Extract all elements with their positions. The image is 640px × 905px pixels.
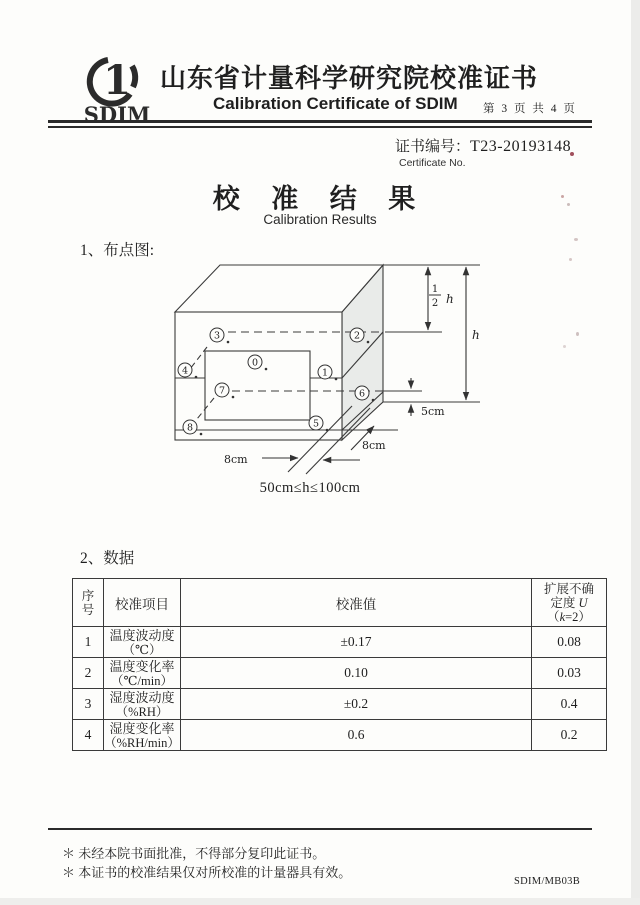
certificate-number-line (395, 135, 571, 156)
calibration-data-table (72, 578, 607, 751)
svg-text:3: 3 (213, 330, 221, 342)
dim-5cm-label: 5cm (421, 405, 445, 418)
table-row (73, 720, 607, 751)
logo-digit: 1 (103, 57, 131, 104)
row-item: 湿度变化率 （%RH/min） (104, 721, 180, 750)
scan-edge-bottom (0, 898, 640, 905)
header-no: 序 号 (73, 579, 104, 627)
logo-text: SDIM (83, 102, 151, 126)
row-uncertainty: 0.4 (532, 689, 607, 720)
svg-text:2: 2 (353, 330, 361, 342)
svg-text:6: 6 (358, 388, 366, 400)
row-item: 湿度波动度 （%RH） (104, 689, 181, 720)
footer-note-2: ＊ 本证书的校准结果仅对所校准的计量器具有效。 (62, 865, 352, 880)
section-layout-heading: 1、布点图: (80, 242, 155, 259)
row-no: 4 (73, 720, 104, 751)
row-value: 0.10 (181, 658, 532, 689)
section-data-heading: 2、数据 (80, 550, 135, 567)
table-row (73, 689, 607, 720)
certificate-number-label-en: Certificate No. (399, 157, 466, 169)
ink-speck (574, 238, 578, 241)
svg-text:7: 7 (218, 385, 226, 397)
svg-text:1: 1 (321, 367, 329, 379)
page-number: 第 3 页 共 4 页 (483, 103, 577, 115)
certificate-title-cn: 山东省计量科学研究院校准证书 (160, 64, 539, 93)
row-uncertainty: 0.08 (532, 627, 607, 658)
footer-note-1: ＊ 未经本院书面批准，不得部分复印此证书。 (62, 846, 326, 861)
ink-speck (576, 332, 579, 336)
results-title-cn: 校 准 结 果 (212, 184, 428, 214)
svg-text:5: 5 (312, 418, 320, 430)
dim-8cm-right-label: 8cm (362, 439, 386, 452)
half-h-denominator: 2 (431, 298, 439, 309)
row-item: 温度变化率 （℃/min） (104, 658, 181, 689)
header-item: 校准项目 (104, 579, 181, 627)
half-h-numerator: 1 (431, 284, 439, 295)
h-dimension-label: h (472, 328, 480, 342)
row-value: 0.6 (181, 720, 532, 751)
row-no: 3 (73, 689, 104, 720)
row-uncertainty: 0.03 (532, 658, 607, 689)
header-value: 校准值 (181, 579, 532, 627)
ink-speck (569, 258, 572, 261)
row-value: ±0.2 (181, 689, 532, 720)
form-code: SDIM/MB03B (513, 876, 580, 887)
header-double-rule (48, 120, 592, 128)
table-row (73, 658, 607, 689)
svg-text:4: 4 (181, 365, 189, 377)
ink-speck (563, 345, 566, 348)
certificate-number-label: 证书编号： (395, 139, 471, 155)
scan-edge-right (631, 0, 640, 905)
diagram-caption: 50cm≤h≤100cm (259, 480, 361, 496)
footer-rule (48, 828, 592, 830)
certificate-number: T23-20193148 (470, 138, 572, 155)
table-header-row (73, 579, 607, 627)
header-uncertainty: 扩展不确 定度 U （k=2） (532, 579, 607, 627)
half-h-variable: h (446, 292, 454, 306)
row-uncertainty: 0.2 (532, 720, 607, 751)
row-value: ±0.17 (181, 627, 532, 658)
row-no: 1 (73, 627, 104, 658)
certificate-title-en: Calibration Certificate of SDIM (213, 94, 458, 113)
dim-8cm-left-label: 8cm (224, 453, 248, 466)
svg-text:0: 0 (251, 357, 259, 369)
row-no: 2 (73, 658, 104, 689)
layout-diagram (150, 252, 490, 507)
table-row (73, 627, 607, 658)
row-item: 温度波动度 （℃） (104, 627, 181, 658)
results-title-en: Calibration Results (263, 212, 377, 227)
svg-text:8: 8 (186, 422, 194, 434)
